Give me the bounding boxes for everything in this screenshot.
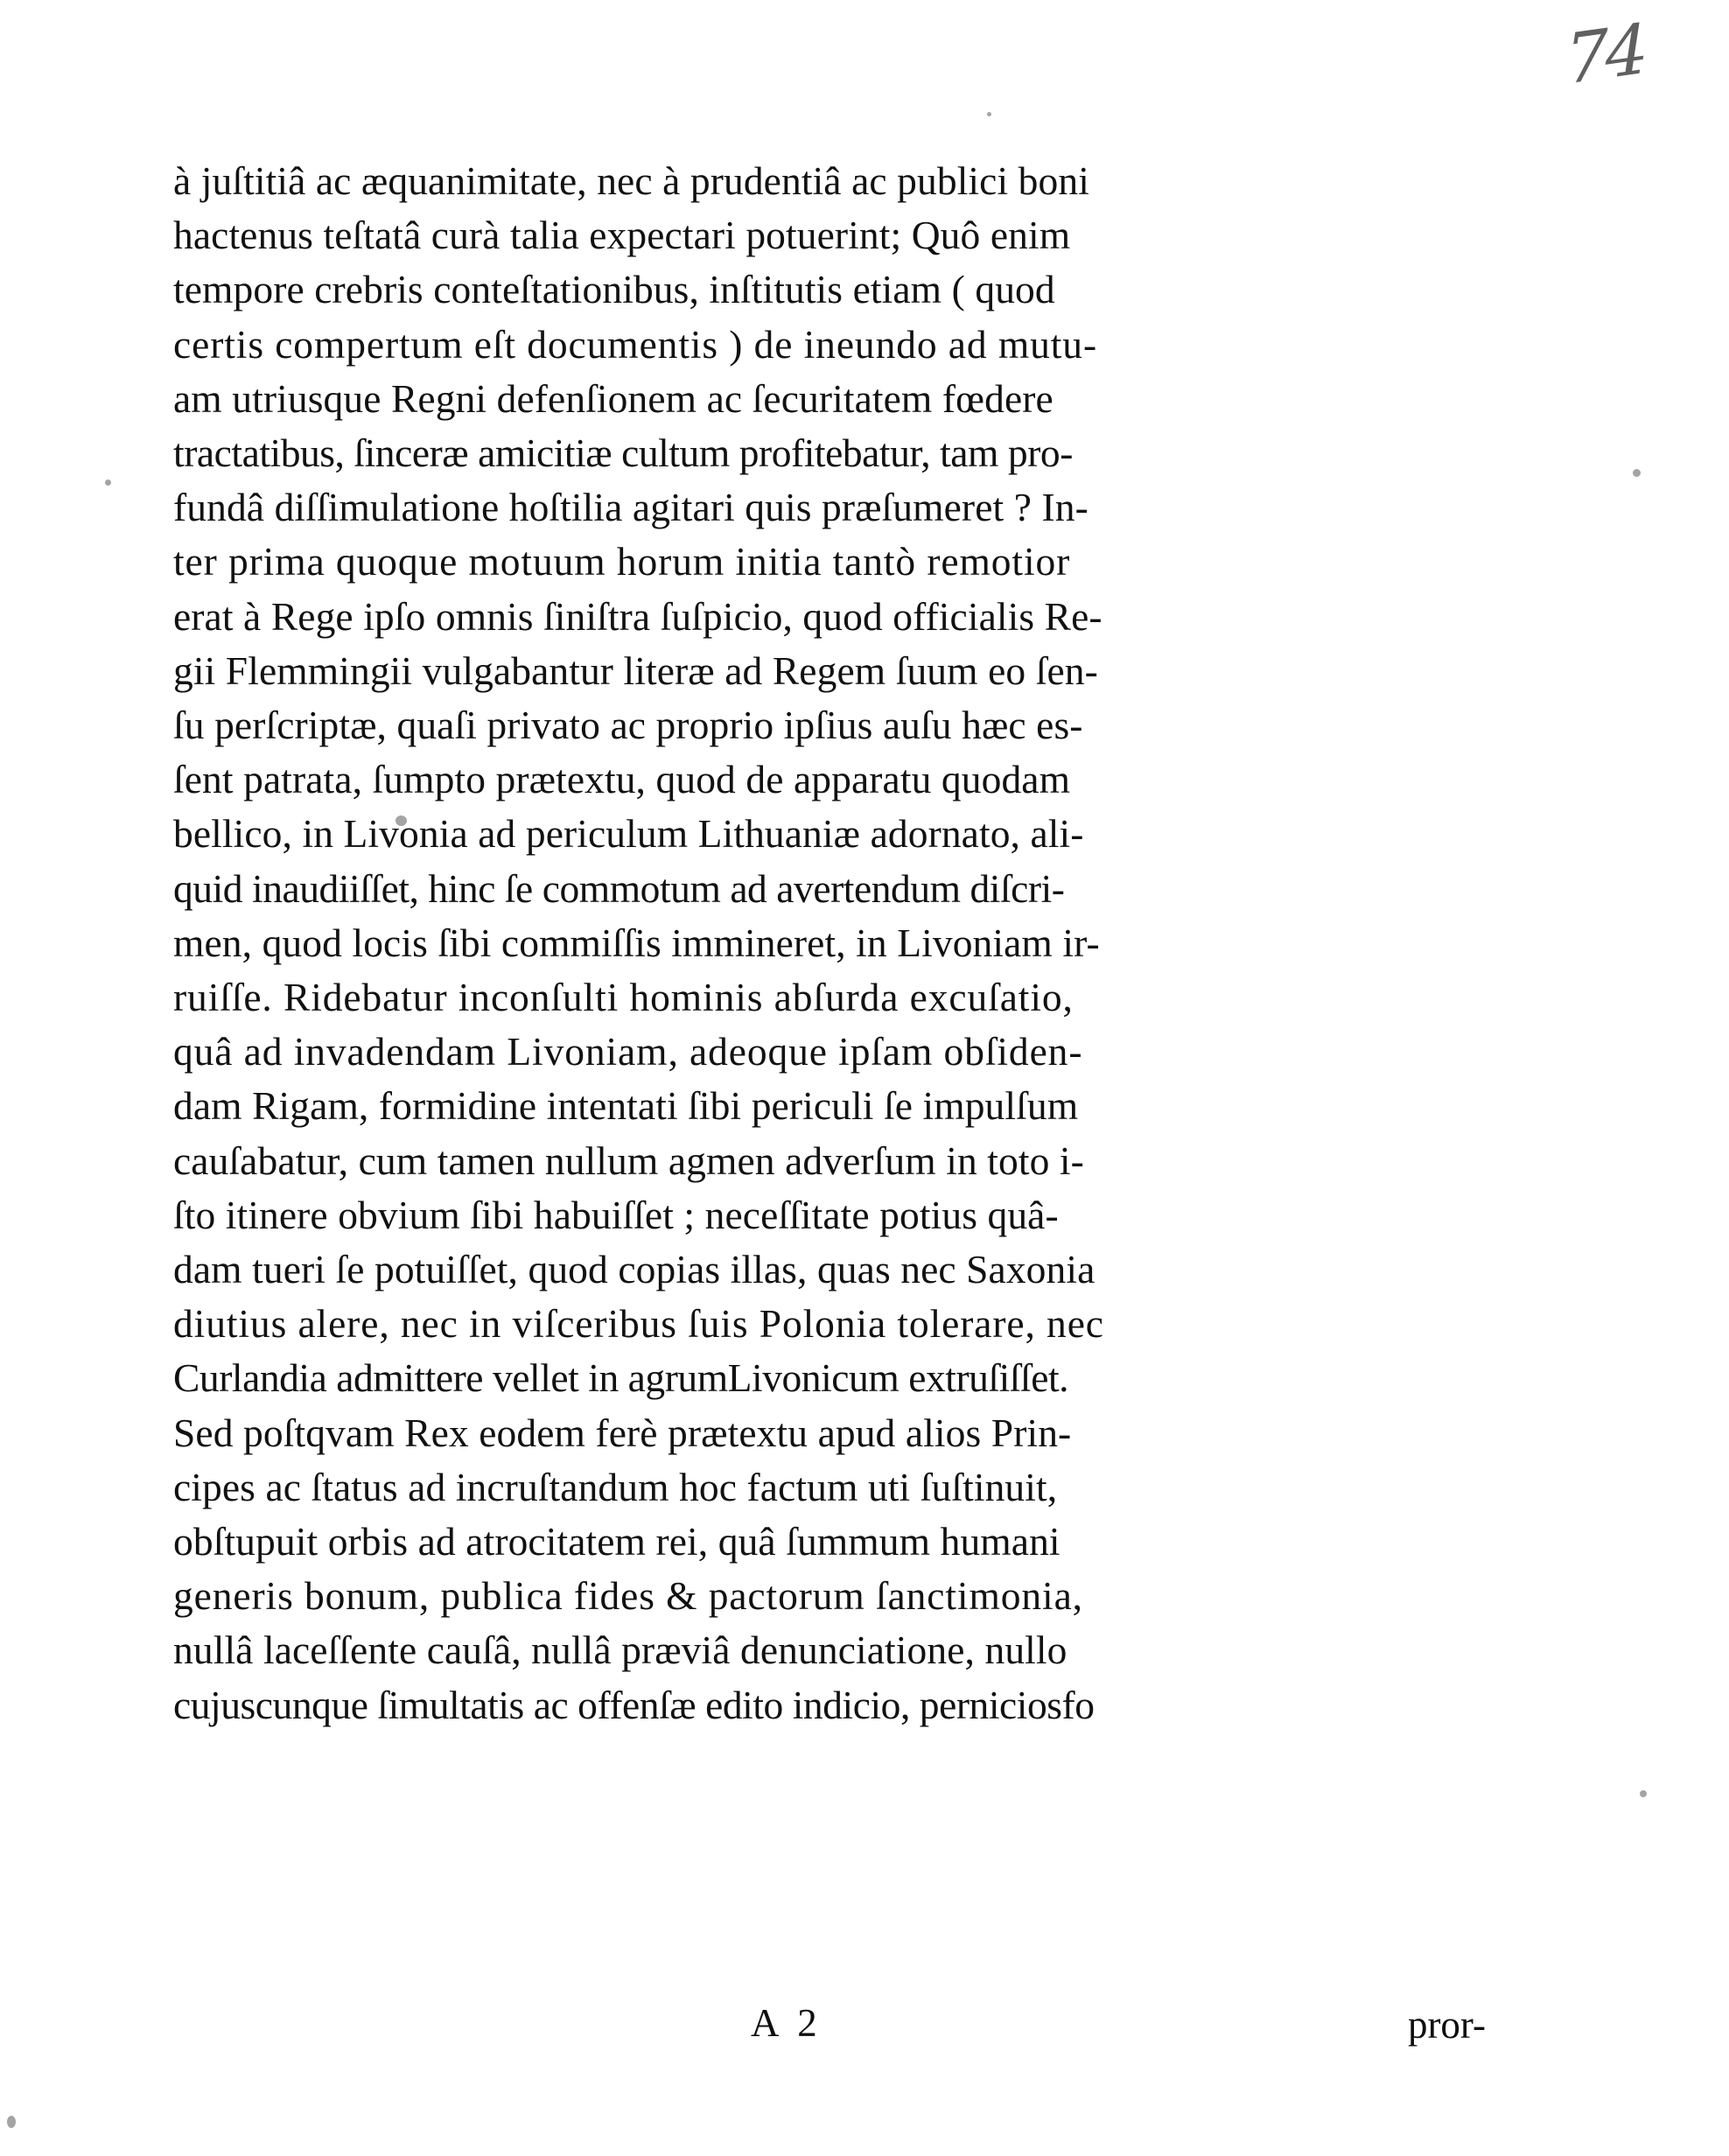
text-line: à juſtitiâ ac æquanimitate, nec à prudentiâ ac publici boni <box>173 158 1089 203</box>
text-line: certis compertum eſt documentis ) de ineundo ad mutu- <box>173 321 1098 367</box>
text-line: ruiſſe. Ridebatur inconſulti hominis abſurda excuſatio, <box>173 975 1074 1020</box>
text-line: dam Rigam, formidine intentati ſibi periculi ſe impulſum <box>173 1083 1079 1129</box>
text-line: cipes ac ſtatus ad incruſtandum hoc factum uti ſuſtinuit, <box>173 1464 1058 1509</box>
text-line: ſto itinere obvium ſibi habuiſſet ; neceſſitate potius quâ- <box>173 1192 1059 1237</box>
page-footer <box>173 2000 1486 2062</box>
text-line: tractatibus, ſinceræ amicitiæ cultum profitebatur, tam pro- <box>173 430 1073 476</box>
text-line: erat à Rege ipſo omnis ſiniſtra ſuſpicio, quod officialis Re- <box>173 593 1102 639</box>
text-line: hactenus teſtatâ curà talia expectari potuerint; Quô enim <box>173 213 1071 258</box>
page-edge-mark <box>7 2116 16 2128</box>
text-line: men, quod locis ſibi commiſſis immineret, in Livoniam ir- <box>173 920 1100 965</box>
text-line: cujuscunque ſimultatis ac offenſæ edito indicio, perniciosfo <box>173 1682 1095 1727</box>
scan-speckle <box>1640 1790 1647 1797</box>
signature-mark: A 2 <box>751 2001 822 2045</box>
text-line: tempore crebris conteſtationibus, inſtitutis etiam ( quod <box>173 267 1055 312</box>
text-line: obſtupuit orbis ad atrocitatem rei, quâ ſummum humani <box>173 1519 1060 1564</box>
text-line: quâ ad invadendam Livoniam, adeoque ipſam obſiden- <box>173 1029 1083 1074</box>
text-line: Sed poſtqvam Rex eodem ferè prætextu apud alios Prin- <box>173 1410 1072 1455</box>
text-line: Curlandia admittere vellet in agrumLivonicum extruſiſſet. <box>173 1355 1069 1401</box>
text-line: fundâ diſſimulatione hoſtilia agitari quis præſumeret ? In- <box>173 485 1088 530</box>
text-line: quid inaudiiſſet, hinc ſe commotum ad avertendum diſcri- <box>173 865 1065 911</box>
scan-speckle <box>1633 469 1641 477</box>
text-line: am utriusque Regni defenſionem ac ſecuritatem fœdere <box>173 375 1054 421</box>
text-line: bellico, in Livonia ad periculum Lithuaniæ adornato, ali- <box>173 811 1084 857</box>
body-text-block <box>173 154 1486 1732</box>
text-line: gii Flemmingii vulgabantur literæ ad Regem ſuum eo ſen- <box>173 648 1098 693</box>
text-line: nullâ laceſſente cauſâ, nullâ præviâ denunciatione, nullo <box>173 1628 1068 1673</box>
text-line: ſent patrata, ſumpto prætextu, quod de apparatu quodam <box>173 757 1071 802</box>
text-line: diutius alere, nec in viſceribus ſuis Polonia tolerare, nec <box>173 1301 1104 1347</box>
scan-speckle <box>105 480 111 486</box>
text-line: generis bonum, publica fides & pactorum ſanctimonia, <box>173 1573 1083 1619</box>
text-line: ſu perſcriptæ, quaſi privato ac proprio ipſius auſu hæc es- <box>173 703 1083 748</box>
scan-speckle <box>987 112 991 116</box>
text-line: ter prima quoque motuum horum initia tantò remotior <box>173 539 1071 584</box>
text-line: cauſabatur, cum tamen nullum agmen adverſum in toto i- <box>173 1138 1084 1183</box>
text-line: dam tueri ſe potuiſſet, quod copias illas, quas nec Saxonia <box>173 1247 1096 1292</box>
handwritten-folio-number: 74 <box>1564 10 1647 101</box>
catchword: pror- <box>1407 2003 1486 2047</box>
